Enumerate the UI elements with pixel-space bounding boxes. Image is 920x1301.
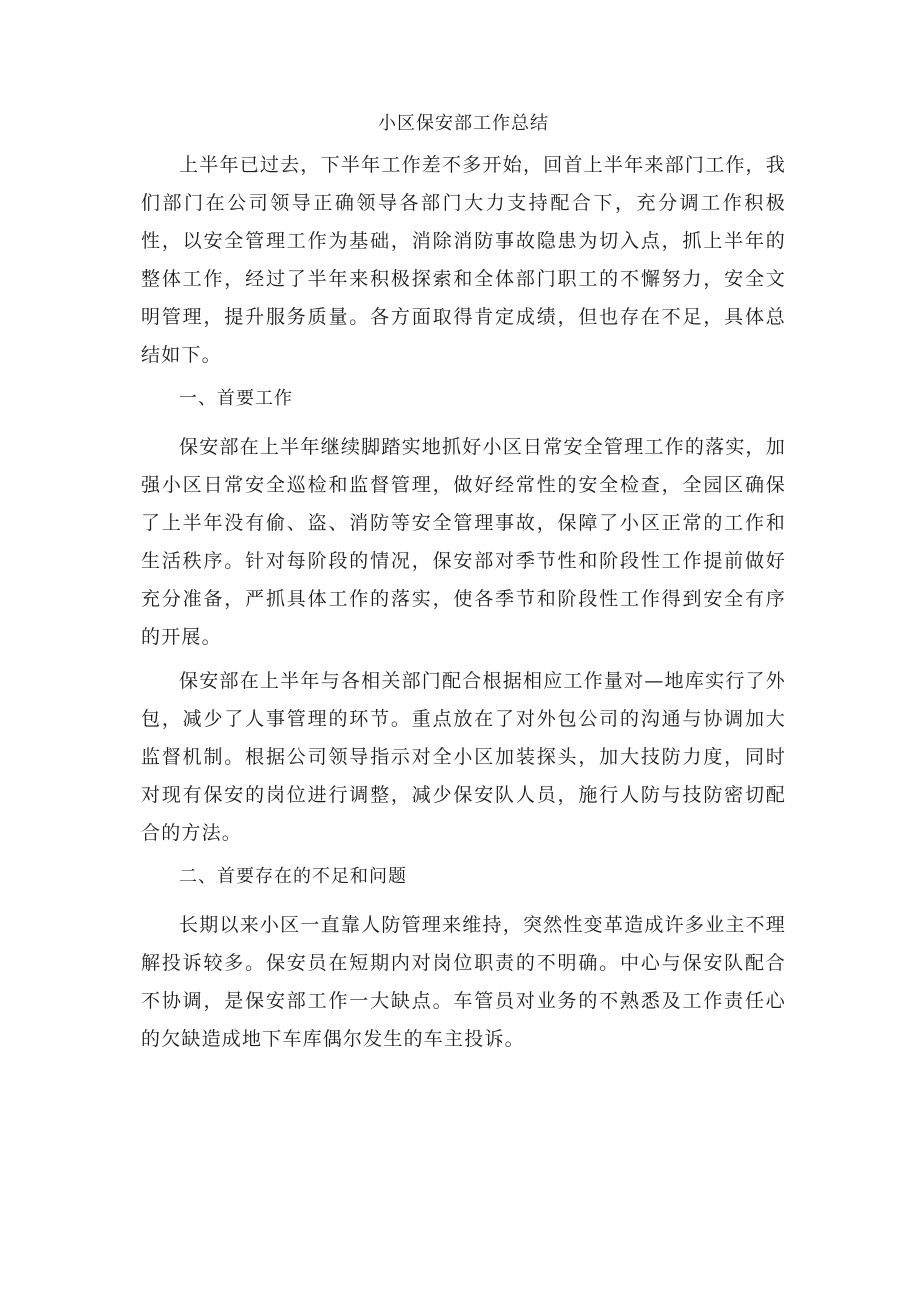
section-heading-problems: 二、首要存在的不足和问题: [179, 866, 407, 887]
document-title: 小区保安部工作总结: [378, 113, 549, 134]
section1-paragraph-2: 保安部在上半年与各相关部门配合根据相应工作量对—地库实行了外包，减少了人事管理的环节。重点放在了对外包公司的沟通与协调加大监督机制。根据公司领导指示对全小区加装探头，加大技防力度，同时对现有保安的岗位进行调整，减少保安队人员，施行人防与技防密切配合的方法。: [141, 670, 786, 844]
section-heading-main-work: 一、首要工作: [179, 388, 293, 409]
document-page: [141, 110, 786, 1064]
section1-paragraph-1: 保安部在上半年继续脚踏实地抓好小区日常安全管理工作的落实，加强小区日常安全巡检和监督管理，做好经常性的安全检查，全园区确保了上半年没有偷、盗、消防等安全管理事故，保障了小区正常的工作和生活秩序。针对每阶段的情况，保安部对季节性和阶段性工作提前做好充分准备，严抓具体工作的落实，使各季节和阶段性工作得到安全有序的开展。: [141, 436, 786, 648]
intro-paragraph: 上半年已过去，下半年工作差不多开始，回首上半年来部门工作，我们部门在公司领导正确领导各部门大力支持配合下，充分调工作积极性，以安全管理工作为基础，消除消防事故隐患为切入点，抓上半年的整体工作，经过了半年来积极探索和全体部门职工的不懈努力，安全文明管理，提升服务质量。各方面取得肯定成绩，但也存在不足，具体总结如下。: [141, 154, 786, 366]
section2-paragraph-1: 长期以来小区一直靠人防管理来维持，突然性变革造成许多业主不理解投诉较多。保安员在短期内对岗位职责的不明确。中心与保安队配合不协调，是保安部工作一大缺点。车管员对业务的不熟悉及工作责任心的欠缺造成地下车库偶尔发生的车主投诉。: [141, 914, 786, 1050]
